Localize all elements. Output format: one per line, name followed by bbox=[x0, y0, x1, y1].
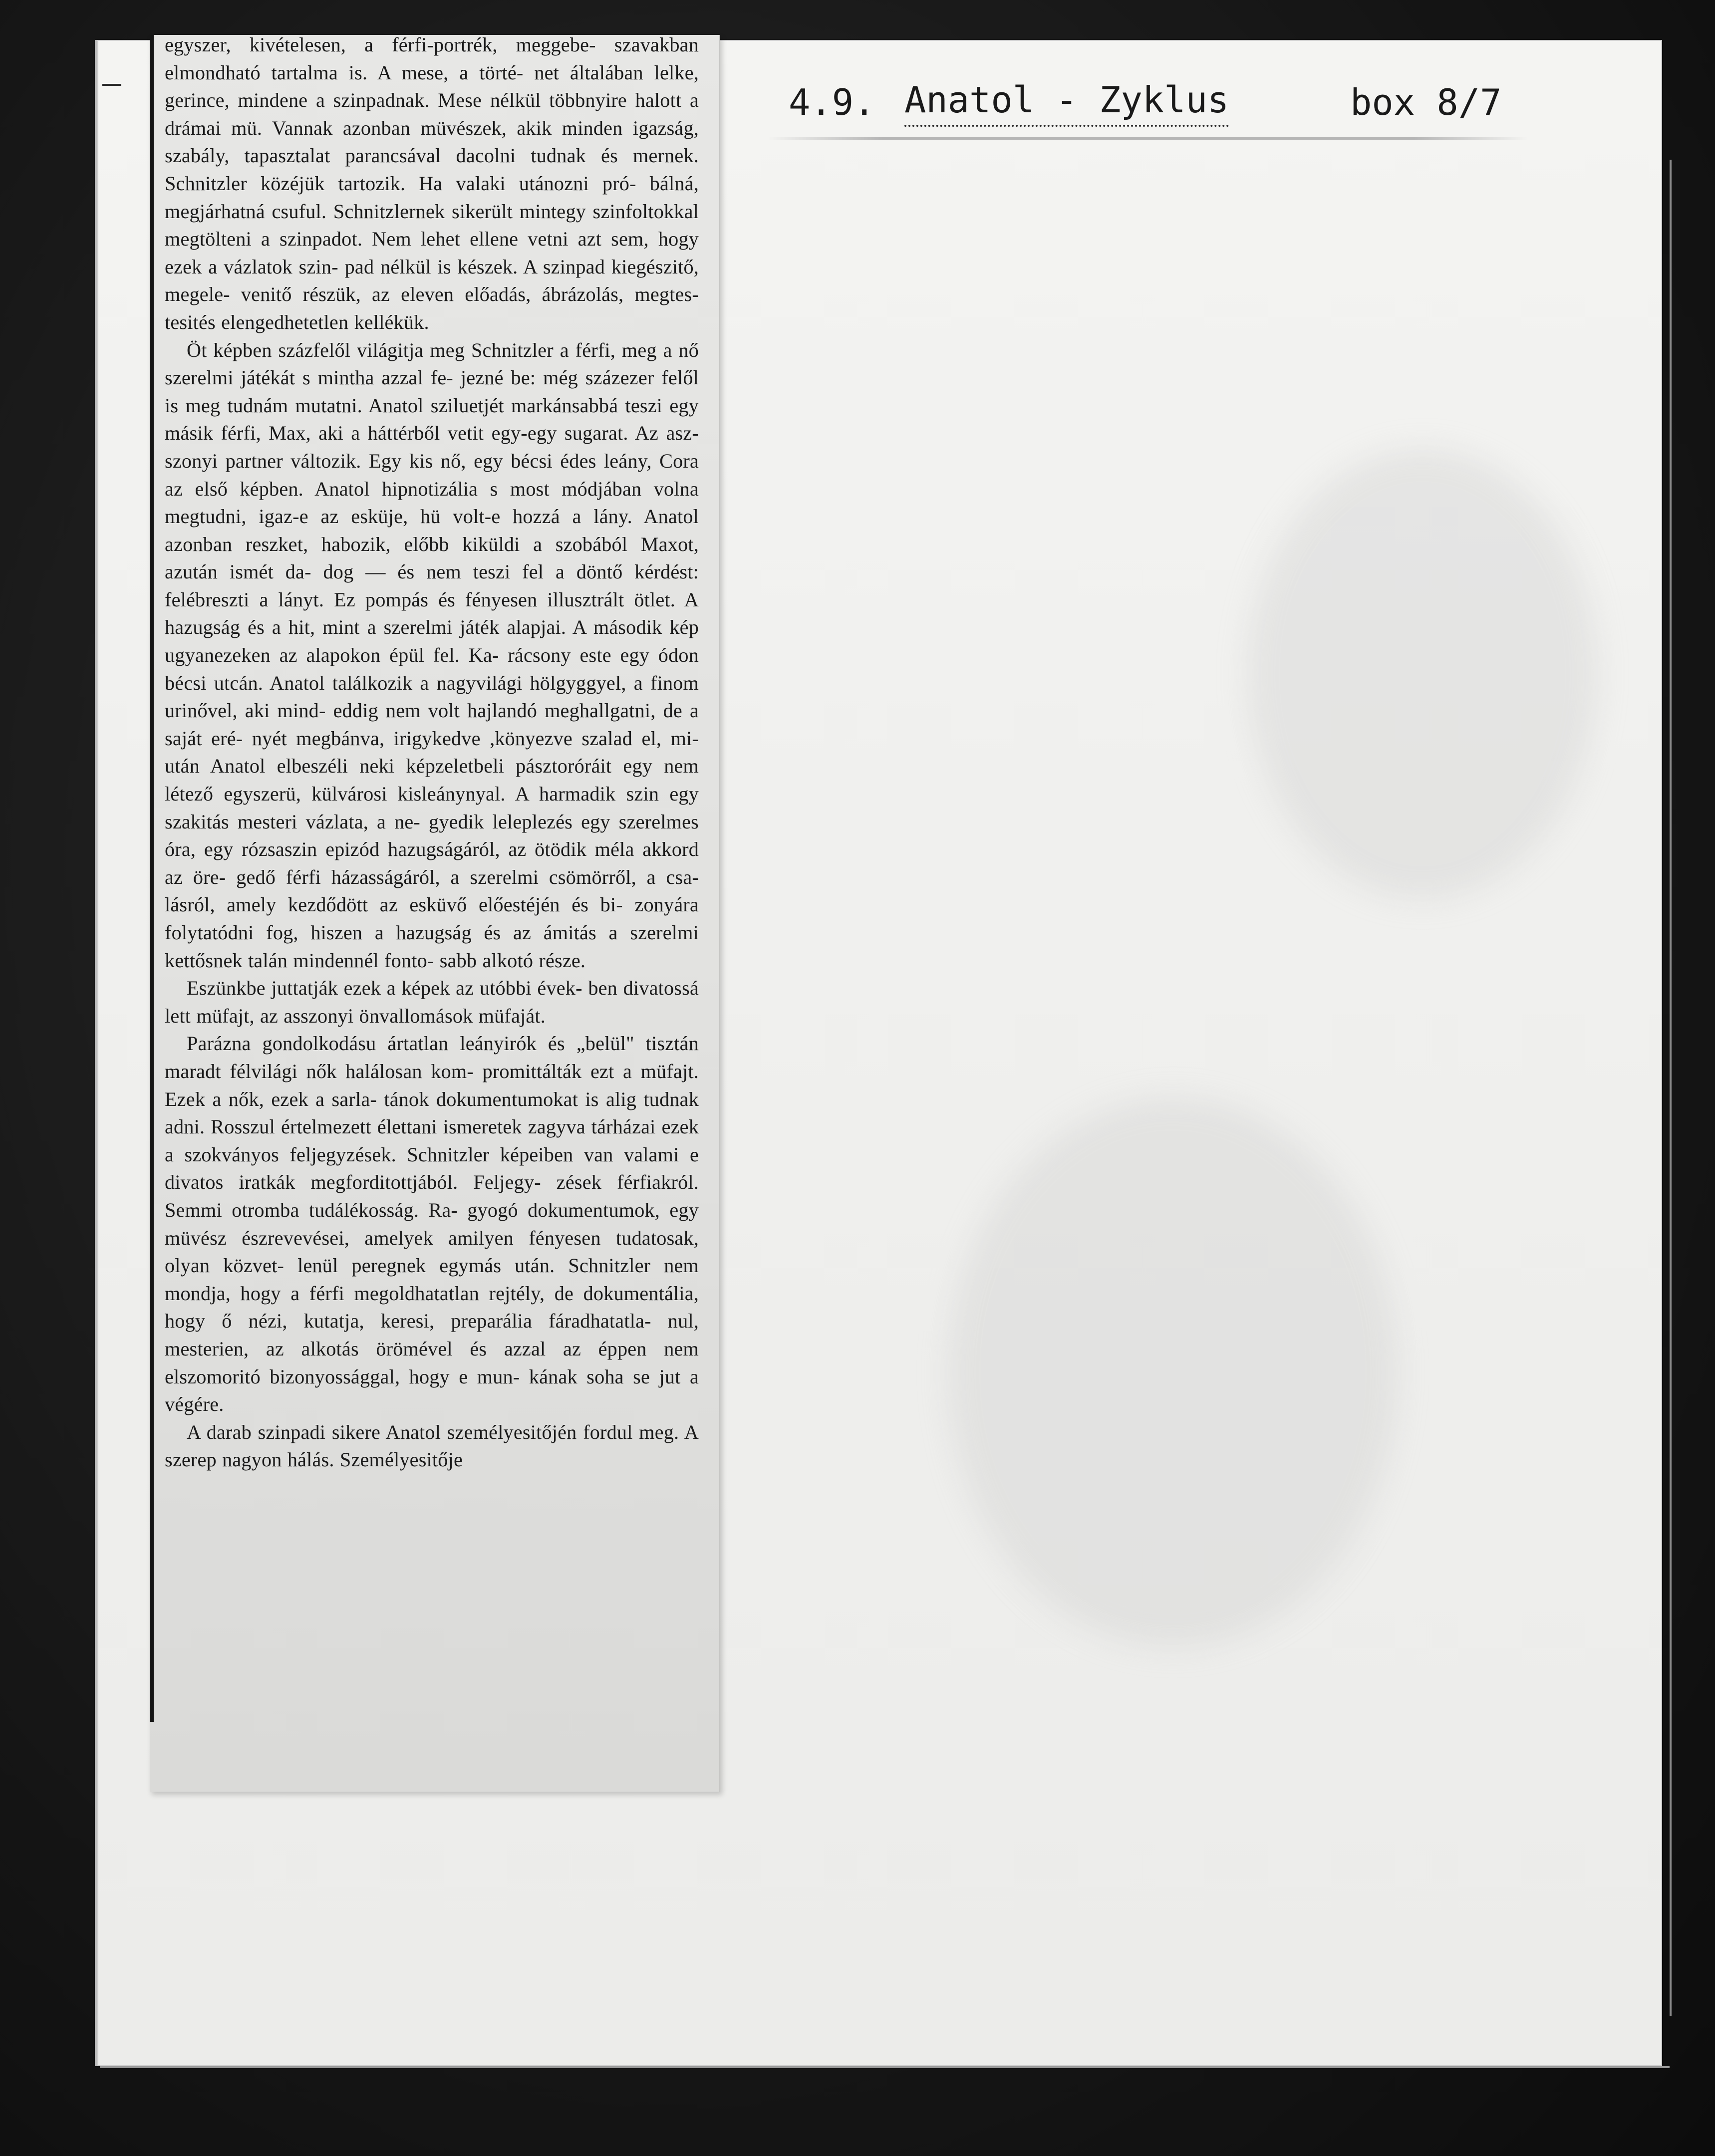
article-paragraph: A darab szinpadi sikere Anatol személyesitőjén fordul meg. A szerep nagyon hálás. Személyesitője bbox=[165, 1420, 699, 1471]
sheet-right-margin-line bbox=[1670, 160, 1672, 2016]
article-paragraph: egyszer, kivételesen, a férfi-portrék, meggebe- szavakban elmondható tartalma is. A mese, a törté- net általában lelke, gerince, mindene a szinpadnak. Mese nélkül többnyire halott a drámai mü. Vannak azonban müvészek, akik minden igazság, szabály, tapasztalat parancsával dacolni tudnak és mernek. Schnitzler közéjük tartozik. Ha valaki utánozni pró- bálná, megjárhatná csuful. Schnitzlernek sikerült mintegy szinfoltokkal megtölteni a szinpadot. Nem lehet ellene vetni azt sem, hogy ezek a vázlatok szin- pad nélkül is készek. A szinpad kiegészitő, megele- venitő részük, az eleven előadás, ábrázolás, megtes- tesités elengedhetetlen kellékük. bbox=[165, 33, 699, 333]
article-paragraph: Eszünkbe juttatják ezek a képek az utóbbi évek- ben divatossá lett müfajt, az asszonyi önvallomások müfaját. bbox=[165, 977, 699, 1027]
paper-stain bbox=[1248, 449, 1597, 898]
sheet-bottom-edge bbox=[100, 2066, 1670, 2068]
header-underline bbox=[769, 137, 1527, 140]
cycle-title: Anatol - Zyklus bbox=[904, 75, 1229, 127]
box-number: box 8/7 bbox=[1350, 81, 1502, 123]
clipping-column-rule bbox=[150, 35, 154, 1722]
margin-tick-mark bbox=[102, 84, 121, 86]
clipping-article-text bbox=[165, 31, 699, 1738]
article-paragraph: Öt képben százfelől világitja meg Schnitzler a férfi, meg a nő szerelmi játékát s mintha azzal fe- jezné be: még százezer felől is meg tudnám mutatni. Anatol sziluetjét markánsabbá teszi egy másik férfi, Max, aki a háttérből vetit egy-egy sugarat. Az asz- szonyi partner változik. Egy kis nő, egy bécsi édes leány, Cora az első képben. Anatol hipnotizália s most módjában volna megtudni, igaz-e az esküje, hü volt-e hozzá a lány. Anatol azonban reszket, habozik, előbb kiküldi a szobából Maxot, azután ismét da- dog — és nem teszi fel a döntő kérdést: felébreszti a lányt. Ez pompás és fényesen illusztrált ötlet. A hazugság és a hit, mint a szerelmi játék alapjai. A második kép ugyanezeken az alapokon épül fel. Ka- rácsony este egy ódon bécsi utcán. Anatol találkozik a nagyvilági hölgyggyel, a finom urinővel, aki mind- eddig nem volt hajlandó meghallgatni, de a saját eré- nyét megbánva, irigykedve ,könyezve szalad el, mi- után Anatol elbeszéli neki képzeletbeli pásztoróráit egy nem létező egyszerü, külvárosi kisleánynyal. A harmadik szin egy szakitás mesteri vázlata, a ne- gyedik leleplezés egy szerelmes óra, egy rózsaszin epizód hazugságáról, az ötödik méla akkord az öre- gedő férfi házasságáról, a szerelmi csömörről, a csa- lásról, amely kezdődött az esküvő előestéjén és bi- zonyára folytatódni fog, hiszen a hazugság és az ámitás a szerelmi kettősnek talán mindennél fonto- sabb alkotó része. bbox=[165, 338, 699, 972]
archive-header-label bbox=[789, 75, 1527, 130]
article-paragraph: Parázna gondolkodásu ártatlan leányirók és „belül" tisztán maradt félvilági nők halálosan kom- promittálták ezt a müfajt. Ezek a nők, ezek a sarla- tánok dokumentumokat is alig tudnak adni. Rosszul értelmezett élettani ismeretek zagyva tárházai ezek a szokványos feljegyzések. Schnitzler képeiben van valami e divatos iratkák megforditottjából. Feljegy- zések férfiakról. Semmi otromba tudálékosság. Ra- gyogó dokumentumok, egy müvész észrevevései, amelyek amilyen fényesen tudatosak, olyan közvet- lenül peregnek egymás után. Schnitzler nem mondja, hogy a férfi megoldhatatlan rejtély, de dokumentália, hogy ő nézi, kutatja, keresi, preparália fáradhatatla- nul, mesterien, az alkotás örömével és azzal az éppen nem elszomoritó bizonyossággal, hogy e mun- kának soha se jut a végére. bbox=[165, 1032, 699, 1416]
section-number: 4.9. bbox=[789, 81, 875, 123]
paper-stain bbox=[948, 1098, 1398, 1647]
clipping-bleedthrough-text bbox=[180, 1736, 709, 1761]
